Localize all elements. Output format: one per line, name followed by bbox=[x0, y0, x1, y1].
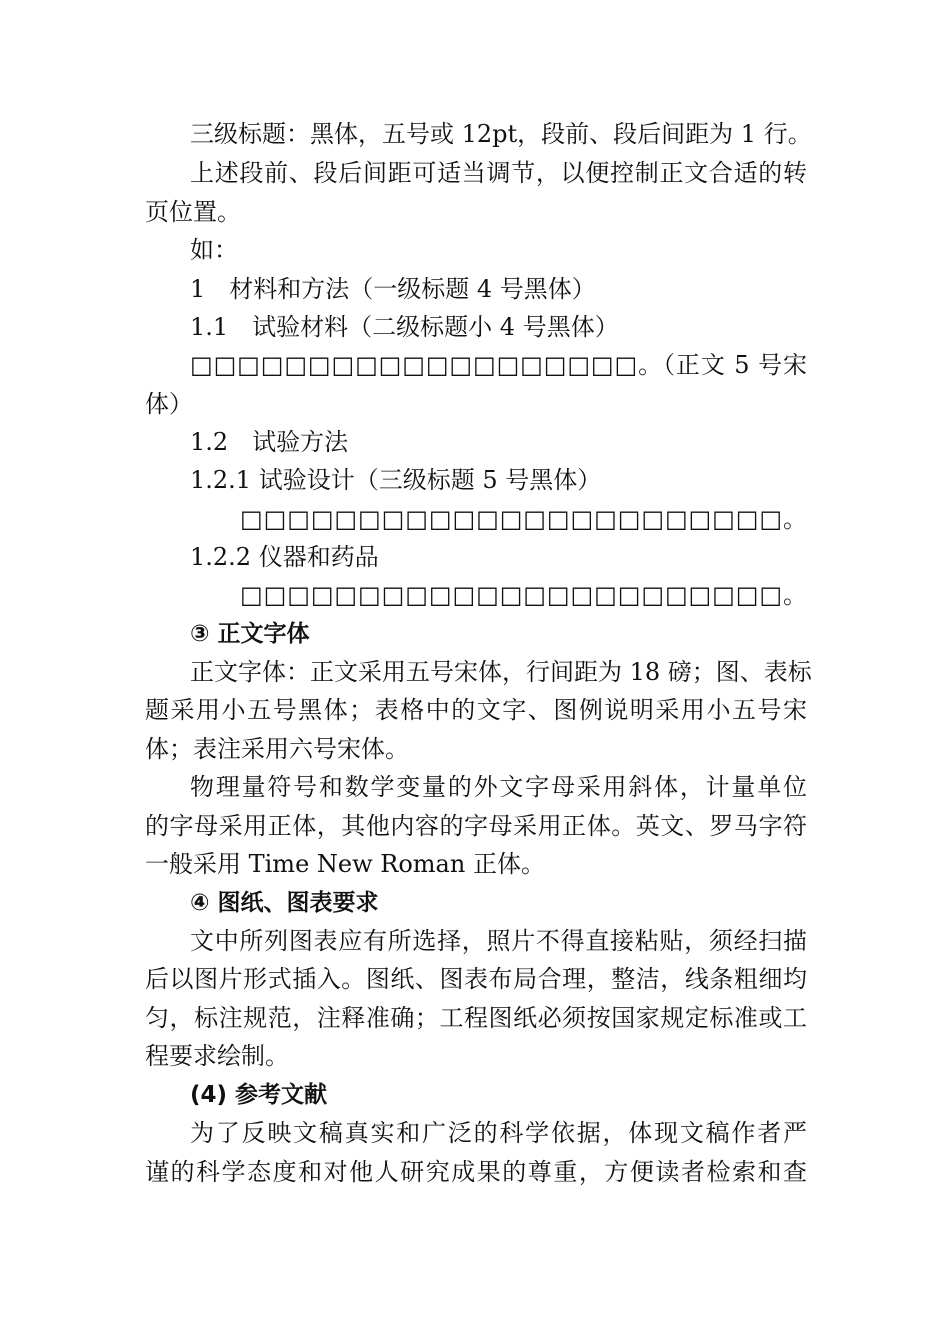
level1-heading-example: 1 材料和方法（一级标题 4 号黑体） bbox=[190, 275, 596, 303]
section-heading: (4) 参考文献 bbox=[190, 1082, 328, 1108]
text-line: 题采用小五号黑体；表格中的文字、图例说明采用小五号宋 bbox=[145, 696, 807, 724]
body-placeholder-line: □□□□□□□□□□□□□□□□□□□。（正文 5 号宋 bbox=[190, 351, 807, 379]
text-line: 后以图片形式插入。图纸、图表布局合理，整洁，线条粗细均 bbox=[145, 965, 807, 993]
text-line: 为了反映文稿真实和广泛的科学依据，体现文稿作者严 bbox=[190, 1119, 807, 1147]
section-heading: ④ 图纸、图表要求 bbox=[190, 890, 379, 916]
text-line: 页位置。 bbox=[145, 198, 241, 226]
text-line: 体；表注采用六号宋体。 bbox=[145, 735, 409, 763]
level2-heading-example: 1.2 试验方法 bbox=[190, 428, 349, 456]
text-line: 如： bbox=[190, 236, 238, 264]
text-line: 匀，标注规范，注释准确；工程图纸必须按国家规定标准或工 bbox=[145, 1004, 807, 1032]
text-line: 上述段前、段后间距可适当调节，以便控制正文合适的转 bbox=[190, 159, 807, 187]
text-line: 文中所列图表应有所选择，照片不得直接粘贴，须经扫描 bbox=[190, 927, 807, 955]
text-line: 物理量符号和数学变量的外文字母采用斜体，计量单位 bbox=[190, 773, 807, 801]
text-line: 程要求绘制。 bbox=[145, 1042, 289, 1070]
level2-heading-example: 1.1 试验材料（二级标题小 4 号黑体） bbox=[190, 313, 619, 341]
body-placeholder-line: □□□□□□□□□□□□□□□□□□□□□□□。 bbox=[240, 505, 807, 533]
section-heading: ③ 正文字体 bbox=[190, 621, 310, 647]
level3-heading-example: 1.2.2 仪器和药品 bbox=[190, 543, 379, 571]
level3-heading-example: 1.2.1 试验设计（三级标题 5 号黑体） bbox=[190, 466, 602, 494]
text-line: 三级标题：黑体，五号或 12pt，段前、段后间距为 1 行。 bbox=[190, 120, 812, 148]
text-line: 的字母采用正体，其他内容的字母采用正体。英文、罗马字符 bbox=[145, 812, 807, 840]
text-line: 正文字体：正文采用五号宋体，行间距为 18 磅；图、表标 bbox=[190, 658, 812, 686]
text-line: 谨的科学态度和对他人研究成果的尊重，方便读者检索和查 bbox=[145, 1158, 807, 1186]
body-placeholder-line: □□□□□□□□□□□□□□□□□□□□□□□。 bbox=[240, 581, 807, 609]
text-line: 体） bbox=[145, 390, 193, 418]
text-line: 一般采用 Time New Roman 正体。 bbox=[145, 850, 545, 878]
